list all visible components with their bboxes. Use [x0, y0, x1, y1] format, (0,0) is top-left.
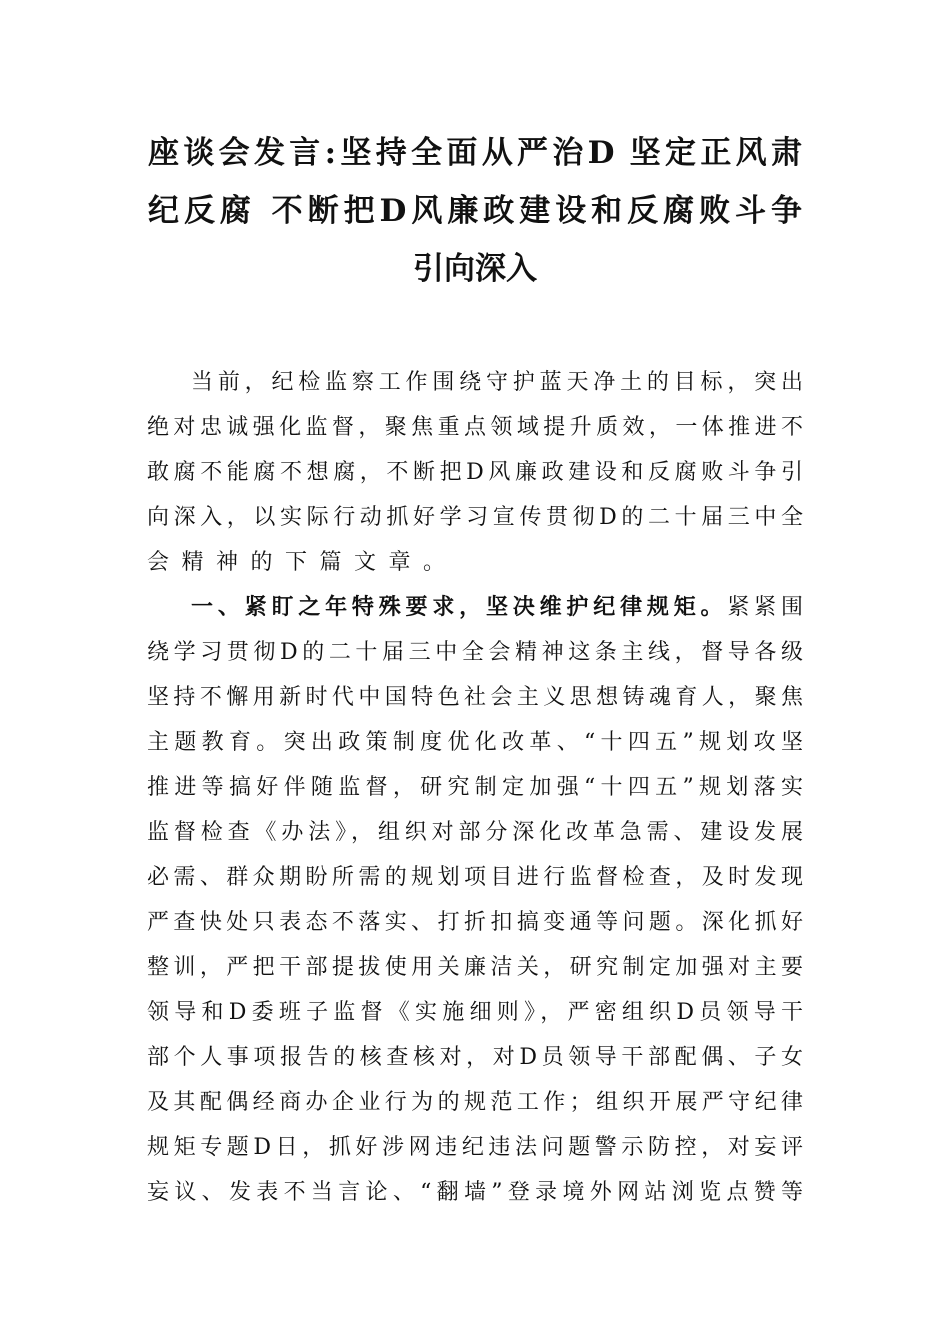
text-line: 绕学习贯彻D的二十届三中全会精神这条主线，督导各级 — [147, 640, 803, 665]
text-line: 妄议、发表不当言论、“翻墙”登录境外网站浏览点赞等 — [147, 1180, 803, 1205]
document-title — [148, 124, 802, 298]
title-line: 纪反腐 不断把D风廉政建设和反腐败斗争 — [148, 193, 802, 229]
text-line: 严查快处只表态不落实、打折扣搞变通等问题。深化抓好 — [147, 910, 803, 935]
text-line: 主题教育。突出政策制度优化改革、“十四五”规划攻坚 — [147, 730, 803, 755]
text-line: 推进等搞好伴随监督，研究制定加强“十四五”规划落实 — [147, 775, 803, 800]
document-body — [147, 360, 803, 1215]
text-line: 绝对忠诚强化监督，聚焦重点领域提升质效，一体推进不 — [147, 415, 803, 440]
title-line: 引向深入 — [413, 251, 537, 287]
text-line: 向深入，以实际行动抓好学习宣传贯彻D的二十届三中全 — [147, 505, 803, 530]
text-line: 当前，纪检监察工作围绕守护蓝天净土的目标，突出 — [191, 370, 803, 395]
text-line: 会精神的下篇文章。 — [147, 550, 458, 575]
text-line: 整训，严把干部提拔使用关廉洁关，研究制定加强对主要 — [147, 955, 803, 980]
text-line: 监督检查《办法》，组织对部分深化改革急需、建设发展 — [147, 820, 803, 845]
text-line — [147, 585, 803, 630]
section-heading: 一、紧盯之年特殊要求，坚决维护纪律规矩。 — [191, 594, 728, 620]
paragraph-intro — [147, 360, 803, 585]
text-line: 领导和D委班子监督《实施细则》，严密组织D员领导干 — [147, 1000, 803, 1025]
paragraph-section-one — [147, 585, 803, 1215]
text-line: 坚持不懈用新时代中国特色社会主义思想铸魂育人，聚焦 — [147, 685, 803, 710]
text-line: 必需、群众期盼所需的规划项目进行监督检查，及时发现 — [147, 865, 803, 890]
text-line: 部个人事项报告的核查核对，对D员领导干部配偶、子女 — [147, 1045, 803, 1070]
text-line: 及其配偶经商办企业行为的规范工作；组织开展严守纪律 — [147, 1090, 803, 1115]
text-fragment: 紧紧围 — [727, 595, 803, 620]
title-line: 座谈会发言:坚持全面从严治D 坚定正风肃 — [148, 135, 802, 171]
text-line: 敢腐不能腐不想腐，不断把D风廉政建设和反腐败斗争引 — [147, 460, 803, 485]
text-line: 规矩专题D日，抓好涉网违纪违法问题警示防控，对妄评 — [147, 1135, 803, 1160]
